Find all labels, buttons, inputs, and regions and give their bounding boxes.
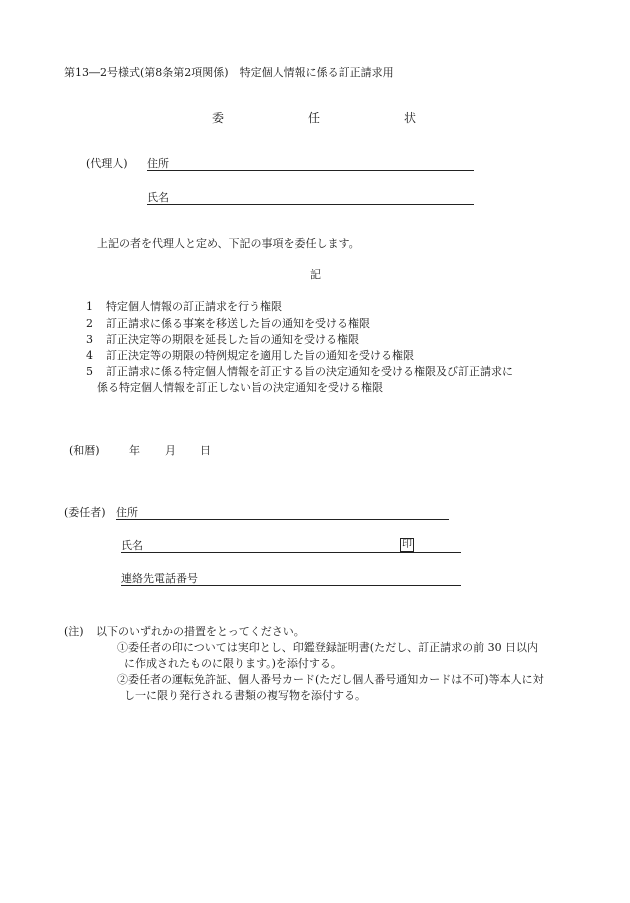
item-number: 2: [86, 317, 93, 330]
principal-phone-line[interactable]: [121, 585, 461, 586]
principal-label: (委任者): [64, 506, 106, 519]
note-label: (注): [64, 625, 84, 638]
note-item-2: ②委任者の運転免許証、個人番号カード(ただし個人番号通知カードは不可)等本人に対: [117, 673, 544, 686]
agent-label: (代理人): [86, 157, 128, 170]
item-text: 訂正決定等の期限の特例規定を適用した旨の通知を受ける権限: [106, 349, 414, 362]
date-era-label: (和暦): [69, 444, 100, 457]
form-header: 第13―2号様式(第8条第2項関係) 特定個人情報に係る訂正請求用: [64, 66, 394, 79]
agent-address-line[interactable]: [147, 170, 474, 171]
title-char-3: 状: [404, 111, 417, 125]
principal-address-label: 住所: [116, 506, 138, 519]
date-day-label: 日: [200, 444, 211, 457]
ki-heading: 記: [310, 268, 321, 281]
seal-mark: 印: [402, 539, 412, 550]
item-number: 5: [86, 365, 93, 378]
date-year-label: 年: [129, 444, 140, 457]
agent-address-label: 住所: [147, 157, 169, 170]
note-intro: 以下のいずれかの措置をとってください。: [96, 625, 305, 638]
item-number: 4: [86, 349, 93, 362]
note-item-1-continued: に作成されたものに限ります。)を添付する。: [124, 657, 342, 670]
item-number: 1: [86, 300, 93, 313]
agent-name-line[interactable]: [147, 204, 474, 205]
principal-name-line[interactable]: [121, 552, 461, 553]
item-text: 訂正請求に係る事案を移送した旨の通知を受ける権限: [106, 317, 370, 330]
date-month-label: 月: [165, 444, 176, 457]
principal-name-label: 氏名: [121, 539, 143, 552]
agent-name-label: 氏名: [147, 191, 169, 204]
principal-phone-label: 連絡先電話番号: [121, 572, 198, 585]
item-number: 3: [86, 333, 93, 346]
principal-address-line[interactable]: [116, 519, 449, 520]
note-item-1: ①委任者の印については実印とし、印鑑登録証明書(ただし、訂正請求の前 30 日以内: [117, 641, 539, 654]
item-text-continued: 係る特定個人情報を訂正しない旨の決定通知を受ける権限: [97, 381, 383, 394]
note-item-2-continued: し一に限り発行される書類の複写物を添付する。: [124, 689, 366, 702]
item-text: 特定個人情報の訂正請求を行う権限: [106, 300, 282, 313]
title-char-1: 委: [212, 111, 225, 125]
title-char-2: 任: [308, 111, 321, 125]
item-text: 訂正請求に係る特定個人情報を訂正する旨の決定通知を受ける権限及び訂正請求に: [106, 365, 513, 378]
item-text: 訂正決定等の期限を延長した旨の通知を受ける権限: [106, 333, 359, 346]
delegation-statement: 上記の者を代理人と定め、下記の事項を委任します。: [97, 237, 360, 250]
